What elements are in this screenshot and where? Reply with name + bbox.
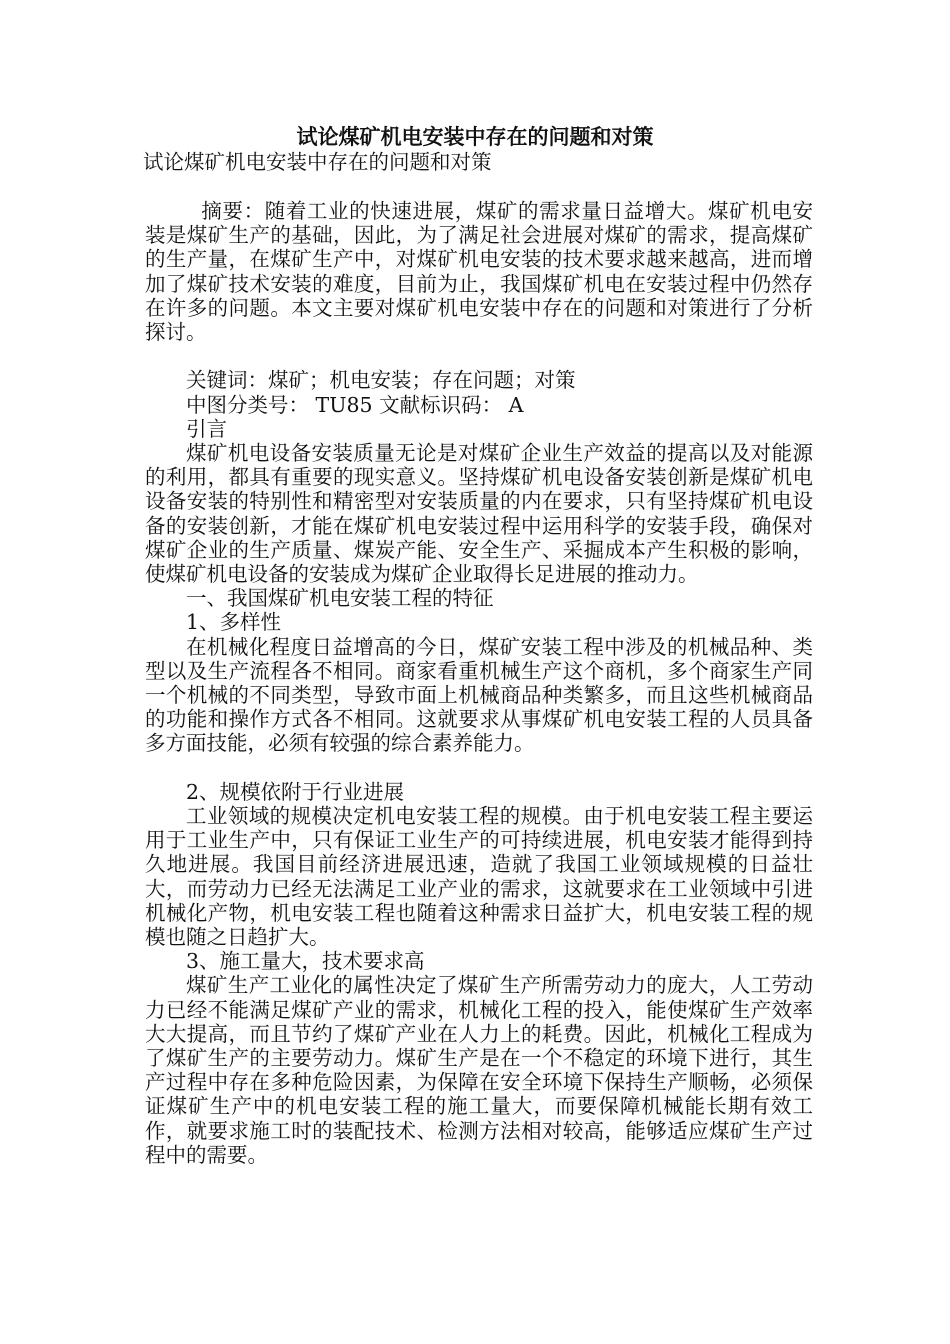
intro-paragraph: 煤矿机电设备安装质量无论是对煤矿企业生产效益的提高以及对能源的利用，都具有重要的现实意义。坚持煤矿机电设备安装创新是煤矿机电设备安装的特别性和精密型对安装质量的内在要求，只有坚持煤矿机电设备的安装创新，才能在煤矿机电安装过程中运用科学的安装手段，确保对煤矿企业的生产质量、煤炭产能、安全生产、采掘成本产生积极的影响，使煤矿机电设备的安装成为煤矿企业取得长足进展的推动力。 [145,441,813,587]
subsection-1-3-heading: 3、施工量大，技术要求高 [186,949,425,974]
classification-line: 中图分类号： TU85 文献标识码： A [186,392,524,417]
intro-heading: 引言 [186,416,227,441]
document-subtitle: 试论煤矿机电安装中存在的问题和对策 [143,150,492,174]
subsection-1-1-paragraph: 在机械化程度日益增高的今日，煤矿安装工程中涉及的机械品种、类型以及生产流程各不相同。商家看重机械生产这个商机，多个商家生产同一个机械的不同类型，导致市面上机械商品种类繁多，而且这些机械商品的功能和操作方式各不相同。这就要求从事煤矿机电安装工程的人员具备多方面技能，必须有较强的综合素养能力。 [145,634,813,756]
subsection-1-1-heading: 1、多样性 [186,610,282,635]
subsection-1-2-heading: 2、规模依附于行业进展 [186,779,405,804]
section-1-heading: 一、我国煤矿机电安装工程的特征 [186,586,494,611]
document-body [145,199,813,1167]
keywords-line: 关键词：煤矿；机电安装；存在问题；对策 [186,368,576,393]
blank-line [145,756,813,780]
blank-line [145,344,813,368]
abstract-paragraph: 摘要：随着工业的快速进展，煤矿的需求量日益增大。煤矿机电安装是煤矿生产的基础，因此，为了满足社会进展对煤矿的需求，提高煤矿的生产量，在煤矿生产中，对煤矿机电安装的技术要求越来越高，进而增加了煤矿技术安装的难度，目前为止，我国煤矿机电在安装过程中仍然存在许多的问题。本文主要对煤矿机电安装中存在的问题和对策进行了分析探讨。 [145,199,813,345]
document-title: 试论煤矿机电安装中存在的问题和对策 [296,124,654,149]
subsection-1-3-paragraph: 煤矿生产工业化的属性决定了煤矿生产所需劳动力的庞大，人工劳动力已经不能满足煤矿产业的需求，机械化工程的投入，能使煤矿生产效率大大提高，而且节约了煤矿产业在人力上的耗费。因此，机械化工程成为了煤矿生产的主要劳动力。煤矿生产是在一个不稳定的环境下进行，其生产过程中存在多种危险因素，为保障在安全环境下保持生产顺畅，必须保证煤矿生产中的机电安装工程的施工量大，而要保障机械能长期有效工作，就要求施工时的装配技术、检测方法相对较高，能够适应煤矿生产过程中的需要。 [145,973,813,1167]
subsection-1-2-paragraph: 工业领域的规模决定机电安装工程的规模。由于机电安装工程主要运用于工业生产中，只有保证工业生产的可持续进展，机电安装才能得到持久地进展。我国目前经济进展迅速，造就了我国工业领域规模的日益壮大，而劳动力已经无法满足工业产业的需求，这就要求在工业领域中引进机械化产物，机电安装工程也随着这种需求日益扩大，机电安装工程的规模也随之日趋扩大。 [145,804,813,950]
